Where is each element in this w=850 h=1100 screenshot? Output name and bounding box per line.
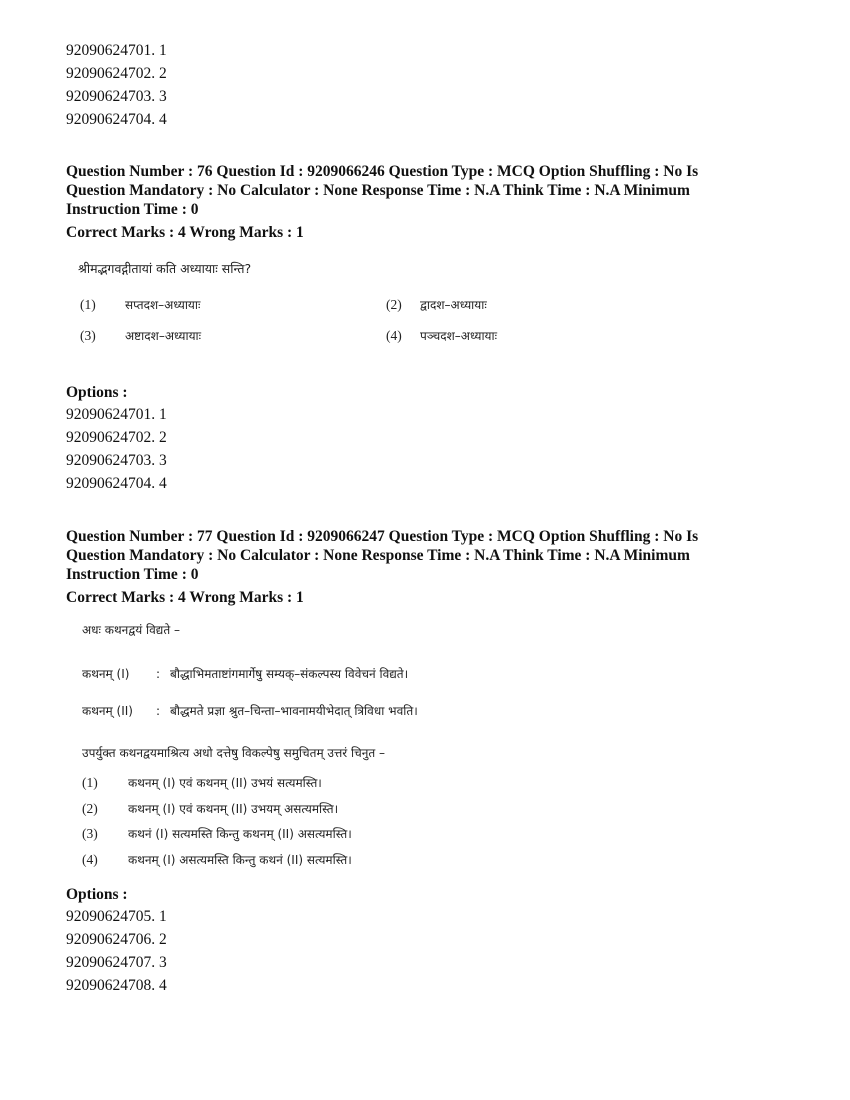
question-marks: Correct Marks : 4 Wrong Marks : 1: [66, 589, 304, 606]
question-meta-line: Question Mandatory : No Calculator : None Response Time : N.A Think Time : N.A Minimum: [66, 547, 690, 564]
option-id-line: 92090624702. 2: [66, 65, 167, 82]
option-id-line: 92090624704. 4: [66, 111, 167, 128]
question-meta-line: Instruction Time : 0: [66, 566, 199, 583]
option-id-line: 92090624703. 3: [66, 452, 167, 469]
option-id-line: 92090624706. 2: [66, 931, 167, 948]
statement-label: कथनम् (I): [82, 667, 130, 681]
question-meta-line: Instruction Time : 0: [66, 201, 199, 218]
question-meta-line: Question Number : 76 Question Id : 9209066246 Question Type : MCQ Option Shuffling : No Is: [66, 163, 699, 180]
statement-label: कथनम् (II): [82, 704, 133, 718]
option-id-line: 92090624708. 4: [66, 977, 167, 994]
option-id-line: 92090624703. 3: [66, 88, 167, 105]
choice-number: (3): [82, 826, 98, 841]
choice-text: अष्टादश–अध्यायाः: [125, 329, 202, 343]
choice-text: कथनं (I) सत्यमस्ति किन्तु कथनम् (II) असत्यमस्ति।: [128, 827, 352, 841]
question-prompt: उपर्युक्त कथनद्वयमाश्रित्य अधो दत्तेषु विकल्पेषु समुचितम् उत्तरं चिनुत –: [82, 746, 386, 760]
option-id-line: 92090624701. 1: [66, 406, 167, 423]
statement-intro: अधः कथनद्वयं विद्यते –: [82, 623, 180, 637]
choice-number: (2): [82, 801, 98, 816]
question-meta-line: Question Mandatory : No Calculator : None Response Time : N.A Think Time : N.A Minimum: [66, 182, 690, 199]
choice-number: (1): [82, 775, 98, 790]
choice-number: (4): [386, 328, 402, 343]
statement-colon: :: [156, 667, 161, 681]
statement-text: बौद्धाभिमताष्टांगमार्गेषु सम्यक्–संकल्पस्य विवेचनं विद्यते।: [170, 667, 409, 681]
statement-colon: :: [156, 704, 161, 718]
question-stem: श्रीमद्भगवद्गीतायां कति अध्यायाः सन्ति?: [78, 261, 252, 276]
option-id-line: 92090624701. 1: [66, 42, 167, 59]
options-label: Options :: [66, 886, 128, 903]
option-id-line: 92090624704. 4: [66, 475, 167, 492]
choice-number: (1): [80, 297, 96, 312]
choice-text: कथनम् (I) एवं कथनम् (II) उभयं सत्यमस्ति।: [128, 776, 322, 790]
choice-text: कथनम् (I) असत्यमस्ति किन्तु कथनं (II) सत्यमस्ति।: [128, 853, 352, 867]
option-id-line: 92090624707. 3: [66, 954, 167, 971]
options-label: Options :: [66, 384, 128, 401]
choice-text: द्वादश–अध्यायाः: [420, 298, 487, 312]
question-meta-line: Question Number : 77 Question Id : 9209066247 Question Type : MCQ Option Shuffling : No Is: [66, 528, 699, 545]
choice-number: (4): [82, 852, 98, 867]
choice-text: कथनम् (I) एवं कथनम् (II) उभयम् असत्यमस्ति।: [128, 802, 339, 816]
question-marks: Correct Marks : 4 Wrong Marks : 1: [66, 224, 304, 241]
choice-number: (2): [386, 297, 402, 312]
option-id-line: 92090624705. 1: [66, 908, 167, 925]
choice-text: सप्तदश–अध्यायाः: [125, 298, 201, 312]
option-id-line: 92090624702. 2: [66, 429, 167, 446]
choice-text: पञ्चदश–अध्यायाः: [420, 329, 498, 343]
statement-text: बौद्धमते प्रज्ञा श्रुत–चिन्ता–भावनामयीभेदात् त्रिविधा भवति।: [170, 704, 418, 718]
choice-number: (3): [80, 328, 96, 343]
